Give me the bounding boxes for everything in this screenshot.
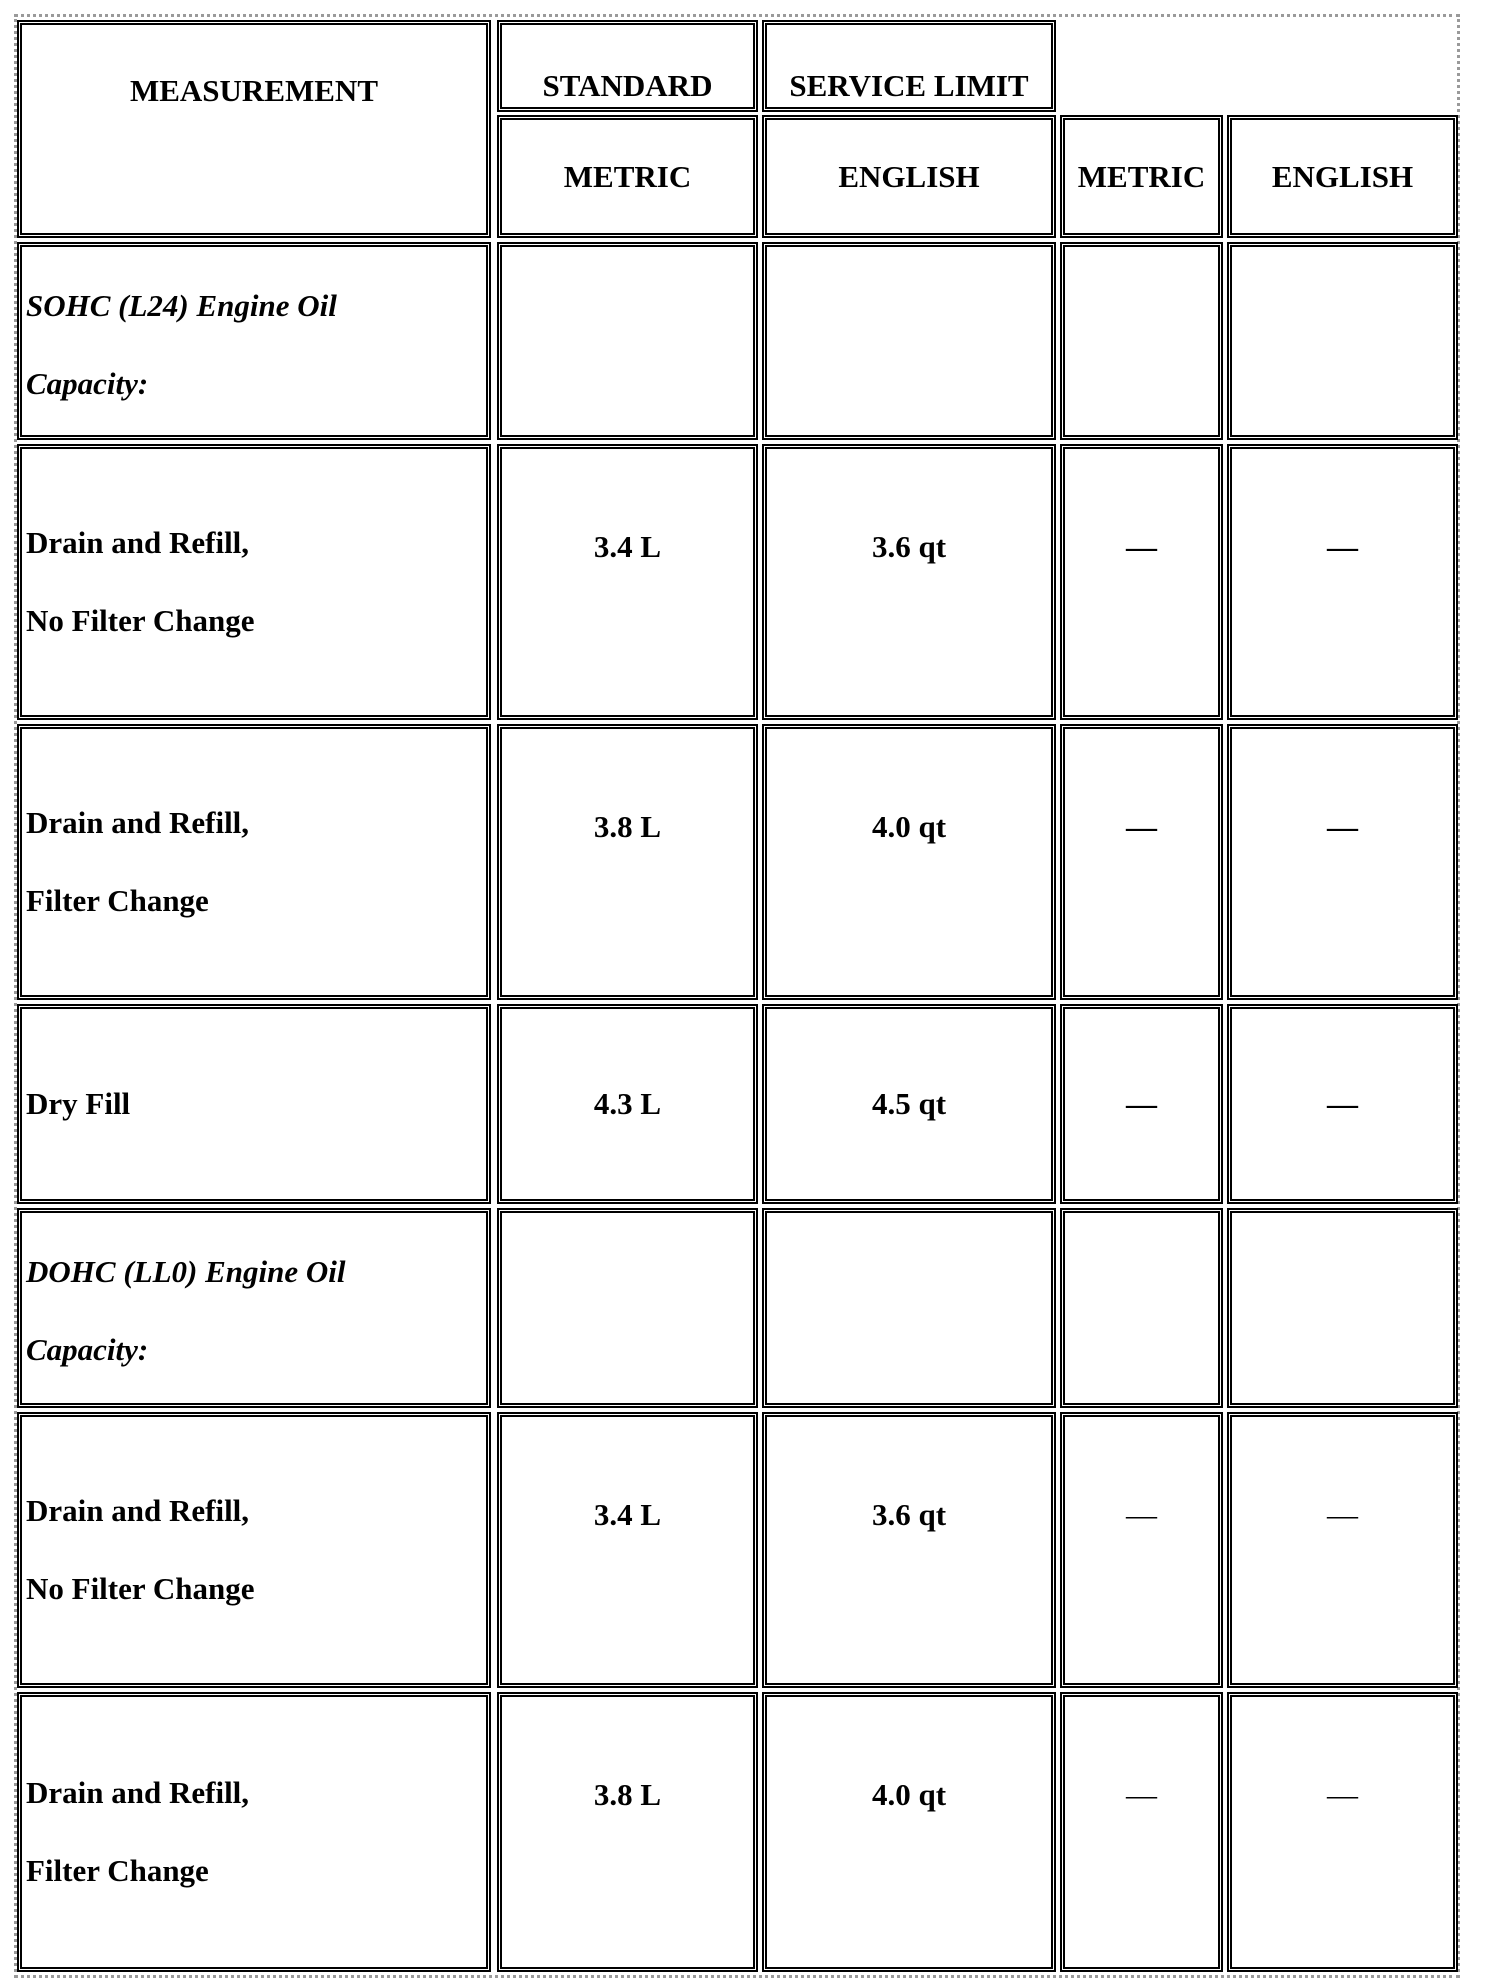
- std-english-value: [762, 444, 1056, 720]
- table-row-label: [17, 1692, 491, 1972]
- std-metric-value: [497, 444, 758, 720]
- std-english-value: [762, 724, 1056, 1000]
- lim-metric-text: —: [1126, 529, 1157, 564]
- std-english-text: 3.6 qt: [871, 529, 947, 564]
- section-sohc-line-1: SOHC (L24) Engine Oil: [26, 288, 337, 323]
- lim-english-text: —: [1327, 1497, 1358, 1532]
- header-lim-metric-label: METRIC: [1077, 159, 1206, 194]
- section-dohc-line-1: DOHC (LL0) Engine Oil: [26, 1254, 346, 1289]
- std-metric-text: 3.4 L: [593, 1497, 662, 1532]
- header-std-metric-label: METRIC: [563, 159, 692, 194]
- lim-english-value: [1227, 444, 1458, 720]
- row-label-line-1: Drain and Refill,: [26, 525, 250, 560]
- std-english-text: 3.6 qt: [871, 1497, 947, 1532]
- empty-cell: [762, 1208, 1056, 1408]
- std-metric-text: 4.3 L: [593, 1086, 662, 1121]
- lim-english-value: [1227, 1004, 1458, 1204]
- lim-metric-text: —: [1126, 1777, 1157, 1812]
- lim-english-text: —: [1327, 1777, 1358, 1812]
- lim-english-text: —: [1327, 529, 1358, 564]
- lim-metric-value: [1060, 444, 1223, 720]
- row-label-line-1: Dry Fill: [26, 1086, 131, 1121]
- section-dohc-line-2: Capacity:: [26, 1332, 149, 1367]
- std-english-text: 4.5 qt: [871, 1086, 947, 1121]
- lim-metric-value: [1060, 1412, 1223, 1688]
- std-metric-value: [497, 724, 758, 1000]
- std-metric-text: 3.8 L: [593, 1777, 662, 1812]
- std-english-text: 4.0 qt: [871, 1777, 947, 1812]
- lim-metric-value: [1060, 724, 1223, 1000]
- section-sohc: [17, 242, 491, 440]
- lim-metric-value: [1060, 1692, 1223, 1972]
- lim-metric-value: [1060, 1004, 1223, 1204]
- empty-cell: [1060, 1208, 1223, 1408]
- table-row-label: [17, 444, 491, 720]
- empty-cell: [497, 242, 758, 440]
- header-measurement-label: MEASUREMENT: [129, 73, 378, 108]
- row-label-line-1: Drain and Refill,: [26, 1493, 250, 1528]
- row-label-line-2: Filter Change: [26, 883, 209, 918]
- header-std-metric: [497, 115, 758, 238]
- table-row-label: [17, 724, 491, 1000]
- header-std-english-label: ENGLISH: [838, 159, 980, 194]
- lim-metric-text: —: [1126, 1497, 1157, 1532]
- std-metric-value: [497, 1004, 758, 1204]
- row-label-line-2: No Filter Change: [26, 1571, 255, 1606]
- empty-cell: [497, 1208, 758, 1408]
- lim-english-text: —: [1327, 809, 1358, 844]
- std-metric-value: [497, 1692, 758, 1972]
- section-sohc-line-2: Capacity:: [26, 366, 149, 401]
- header-service-limit: [762, 20, 1056, 112]
- std-english-value: [762, 1692, 1056, 1972]
- lim-metric-text: —: [1126, 809, 1157, 844]
- row-label-line-1: Drain and Refill,: [26, 1775, 250, 1810]
- header-std-english: [762, 115, 1056, 238]
- section-dohc: [17, 1208, 491, 1408]
- header-measurement: [17, 20, 491, 238]
- empty-cell: [1227, 1208, 1458, 1408]
- lim-metric-text: —: [1126, 1086, 1157, 1121]
- header-lim-english: [1227, 115, 1458, 238]
- empty-cell: [762, 242, 1056, 440]
- row-label-line-2: Filter Change: [26, 1853, 209, 1888]
- header-lim-english-label: ENGLISH: [1271, 159, 1414, 194]
- empty-cell: [1227, 242, 1458, 440]
- std-metric-text: 3.8 L: [593, 809, 662, 844]
- lim-english-value: [1227, 1412, 1458, 1688]
- std-english-value: [762, 1004, 1056, 1204]
- header-service-limit-label: SERVICE LIMIT: [789, 68, 1029, 103]
- std-metric-text: 3.4 L: [593, 529, 662, 564]
- std-english-text: 4.0 qt: [871, 809, 947, 844]
- std-metric-value: [497, 1412, 758, 1688]
- table-row-label: [17, 1004, 491, 1204]
- lim-english-value: [1227, 724, 1458, 1000]
- lim-english-text: —: [1327, 1086, 1358, 1121]
- row-label-line-1: Drain and Refill,: [26, 805, 250, 840]
- header-standard-label: STANDARD: [542, 68, 713, 103]
- table-row-label: [17, 1412, 491, 1688]
- row-label-line-2: No Filter Change: [26, 603, 255, 638]
- empty-cell: [1060, 242, 1223, 440]
- header-standard: [497, 20, 758, 112]
- header-lim-metric: [1060, 115, 1223, 238]
- lim-english-value: [1227, 1692, 1458, 1972]
- std-english-value: [762, 1412, 1056, 1688]
